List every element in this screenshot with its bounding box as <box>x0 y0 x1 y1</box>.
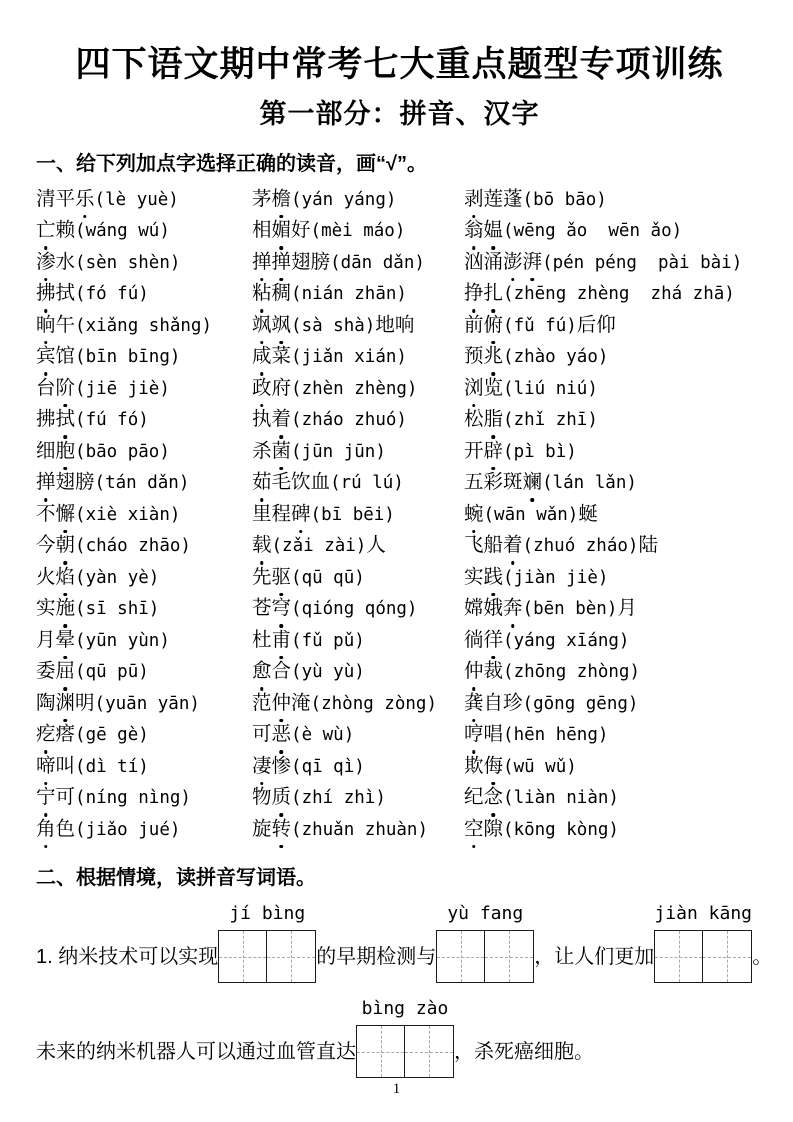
word-item: 掸翅膀(tán dǎn) <box>36 467 252 499</box>
word-item: 实践(jiàn jiè) <box>464 562 763 594</box>
word-item: 啼叫(dì tí) <box>36 751 252 783</box>
word-item: 细胞(bāo pāo) <box>36 436 252 468</box>
word-item: 仲裁(zhōng zhòng) <box>464 656 763 688</box>
write-box-cell[interactable] <box>703 930 752 983</box>
word-item: 亡赖(wáng wú) <box>36 215 252 247</box>
word-item: 飒飒(sà shà)地响 <box>252 310 464 342</box>
sentence-2-suffix: ，杀死癌细胞。 <box>454 1040 594 1063</box>
word-item: 掸掸翅膀(dān dǎn) <box>252 247 464 279</box>
write-box-cell[interactable] <box>218 930 267 983</box>
pinyin-label-bingzao: bìng zào <box>361 998 449 1019</box>
word-item: 粘稠(nián zhān) <box>252 278 464 310</box>
word-item: 执着(zháo zhuó) <box>252 404 464 436</box>
word-item: 龚自珍(gōng gēng) <box>464 688 763 720</box>
write-box-cell[interactable] <box>267 930 316 983</box>
pinyin-label-yufang: yù fang <box>447 903 524 924</box>
write-boxes <box>654 930 752 983</box>
word-item: 徜徉(yáng xīáng) <box>464 625 763 657</box>
word-item: 月晕(yūn yùn) <box>36 625 252 657</box>
word-item: 载(zǎi zài)人 <box>252 530 464 562</box>
word-item: 翁媪(wēng ǎo wēn ǎo) <box>464 215 763 247</box>
pinyin-label-jiankang: jiàn kāng <box>654 903 753 924</box>
word-item: 凄惨(qī qì) <box>252 751 464 783</box>
pinyin-label-jibing: jí bìng <box>229 903 306 924</box>
word-item: 清平乐(lè yuè) <box>36 184 252 216</box>
word-item: 飞船着(zhuó zháo)陆 <box>464 530 763 562</box>
word-item: 政府(zhèn zhèng) <box>252 373 464 405</box>
write-box-cell[interactable] <box>436 930 485 983</box>
sentence-2 <box>36 998 763 1078</box>
word-item: 松脂(zhǐ zhī) <box>464 404 763 436</box>
answer-blank-2 <box>436 903 534 983</box>
sentence-2-prefix: 未来的纳米机器人可以通过血管直达 <box>36 1040 356 1063</box>
word-item: 汹涌澎湃(pén péng pài bài) <box>464 247 763 279</box>
word-item: 拂拭(fó fú) <box>36 278 252 310</box>
word-item: 拂拭(fú fó) <box>36 404 252 436</box>
answer-blank-3 <box>654 903 753 983</box>
answer-blank-1 <box>218 903 316 983</box>
word-item: 角色(jiǎo jué) <box>36 814 252 846</box>
word-item: 嫦娥奔(bēn bèn)月 <box>464 593 763 625</box>
word-item: 火焰(yàn yè) <box>36 562 252 594</box>
word-item: 浏览(liú niú) <box>464 373 763 405</box>
page-number: 1 <box>392 1081 401 1097</box>
word-item: 今朝(cháo zhāo) <box>36 530 252 562</box>
word-item: 相媚好(mèi máo) <box>252 215 464 247</box>
word-item: 愈合(yù yù) <box>252 656 464 688</box>
word-item: 晌午(xiǎng shǎng) <box>36 310 252 342</box>
word-item: 蜿(wān wǎn)蜒 <box>464 499 763 531</box>
sentence-1-mid1: 的早期检测与 <box>316 945 437 968</box>
word-item: 杀菌(jūn jūn) <box>252 436 464 468</box>
section1-heading: 一、给下列加点字选择正确的读音，画“√”。 <box>36 152 427 175</box>
word-item: 不懈(xiè xiàn) <box>36 499 252 531</box>
word-item: 纪念(liàn niàn) <box>464 782 763 814</box>
write-box-cell[interactable] <box>654 930 703 983</box>
pinyin-choice-word-list <box>36 184 763 846</box>
word-item: 陶渊明(yuān yān) <box>36 688 252 720</box>
answer-blank-4 <box>356 998 454 1078</box>
word-item: 宾馆(bīn bīng) <box>36 341 252 373</box>
word-item: 前俯(fǔ fú)后仰 <box>464 310 763 342</box>
word-item: 可恶(è wù) <box>252 719 464 751</box>
word-item: 里程碑(bī bēi) <box>252 499 464 531</box>
word-item: 茅檐(yán yáng) <box>252 184 464 216</box>
word-item: 哼唱(hēn hēng) <box>464 719 763 751</box>
write-boxes <box>356 1025 454 1078</box>
write-box-cell[interactable] <box>405 1025 454 1078</box>
word-item: 咸菜(jiǎn xián) <box>252 341 464 373</box>
word-item: 杜甫(fǔ pǔ) <box>252 625 464 657</box>
write-boxes <box>436 930 534 983</box>
page-title: 四下语文期中常考七大重点题型专项训练 <box>75 45 724 84</box>
word-item: 物质(zhí zhì) <box>252 782 464 814</box>
word-item: 委屈(qū pū) <box>36 656 252 688</box>
word-item: 剥莲蓬(bō bāo) <box>464 184 763 216</box>
word-item: 先驱(qū qū) <box>252 562 464 594</box>
write-boxes <box>218 930 316 983</box>
section2-heading: 二、根据情境，读拼音写词语。 <box>36 867 316 889</box>
write-box-cell[interactable] <box>485 930 534 983</box>
word-item: 苍穹(qióng qóng) <box>252 593 464 625</box>
word-item: 欺侮(wū wǔ) <box>464 751 763 783</box>
word-item: 实施(sī shī) <box>36 593 252 625</box>
page-subtitle: 第一部分：拼音、汉字 <box>259 98 540 129</box>
word-item: 宁可(níng nìng) <box>36 782 252 814</box>
sentence-1-suffix: 。 <box>752 945 773 968</box>
write-box-cell[interactable] <box>356 1025 405 1078</box>
word-item: 五彩斑斓(lán lǎn) <box>464 467 763 499</box>
word-item: 疙瘩(gē gè) <box>36 719 252 751</box>
word-item: 挣扎(zhēng zhèng zhá zhā) <box>464 278 763 310</box>
word-item: 茹毛饮血(rú lú) <box>252 467 464 499</box>
word-item: 范仲淹(zhòng zòng) <box>252 688 464 720</box>
sentence-1-mid2: ，让人们更加 <box>534 945 655 968</box>
word-item: 空隙(kōng kòng) <box>464 814 763 846</box>
word-item: 渗水(sèn shèn) <box>36 247 252 279</box>
word-item: 开辟(pì bì) <box>464 436 763 468</box>
sentence-1 <box>36 903 773 983</box>
sentence-1-prefix: 1. 纳米技术可以实现 <box>36 945 219 968</box>
word-item: 预兆(zhào yáo) <box>464 341 763 373</box>
word-item: 旋转(zhuǎn zhuàn) <box>252 814 464 846</box>
word-item: 台阶(jiē jiè) <box>36 373 252 405</box>
